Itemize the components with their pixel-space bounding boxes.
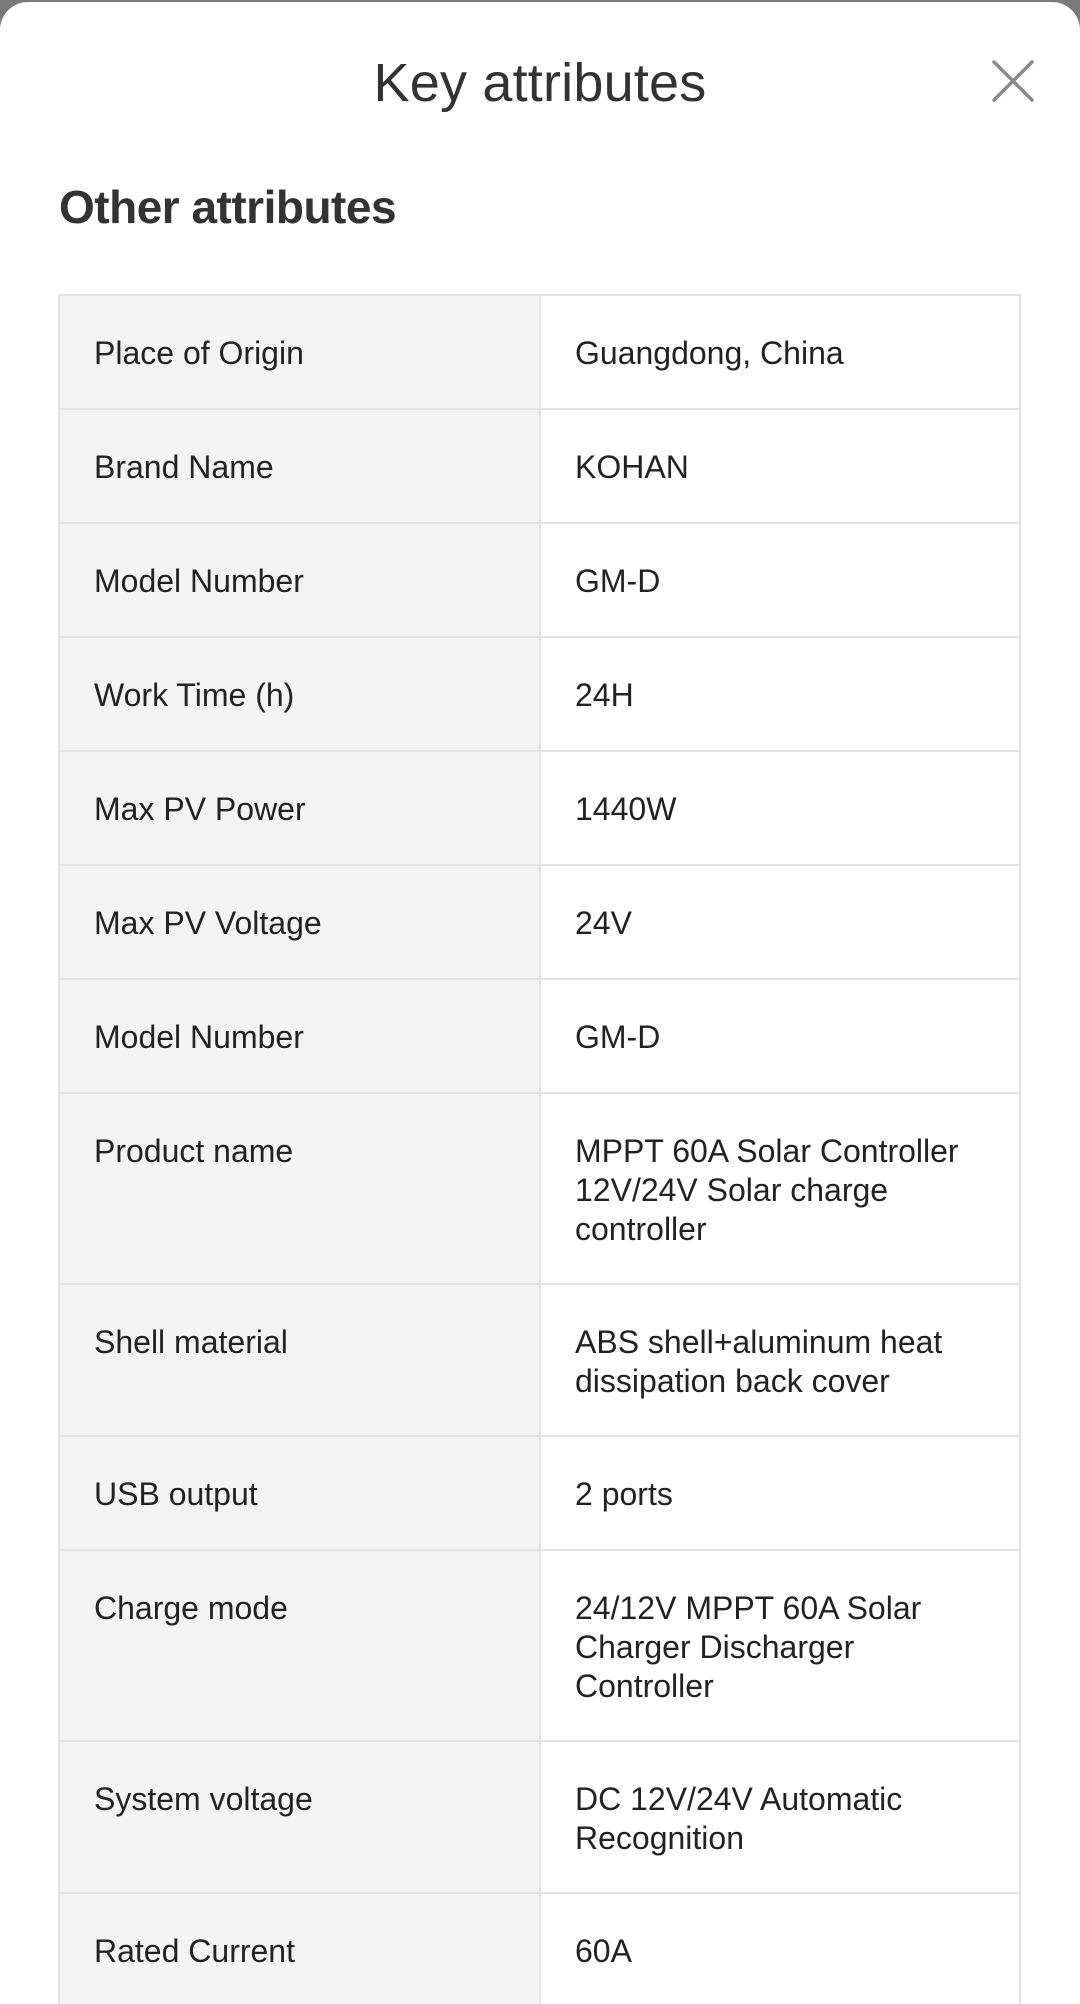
table-row (60, 866, 1019, 980)
attribute-key: Max PV Voltage (60, 866, 541, 978)
attribute-value: 24H (541, 638, 1019, 750)
attribute-key: Rated Current (60, 1894, 541, 2004)
table-row (60, 752, 1019, 866)
attribute-key: Product name (60, 1094, 541, 1283)
attribute-value: GM-D (541, 524, 1019, 636)
attribute-key: Place of Origin (60, 296, 541, 408)
attribute-key: Model Number (60, 980, 541, 1092)
attribute-key: Brand Name (60, 410, 541, 522)
attribute-value: Guangdong, China (541, 296, 1019, 408)
table-row (60, 980, 1019, 1094)
sheet-title: Key attributes (373, 53, 707, 113)
table-row (60, 296, 1019, 410)
attribute-key: Charge mode (60, 1551, 541, 1740)
attribute-key: USB output (60, 1437, 541, 1549)
attribute-value: 2 ports (541, 1437, 1019, 1549)
table-row (60, 1285, 1019, 1437)
attribute-value: DC 12V/24V Automatic Recognition (541, 1742, 1019, 1892)
attribute-key: Model Number (60, 524, 541, 636)
attributes-table (58, 294, 1021, 2004)
attribute-value: 24V (541, 866, 1019, 978)
attribute-key: System voltage (60, 1742, 541, 1892)
table-row (60, 410, 1019, 524)
attribute-value: KOHAN (541, 410, 1019, 522)
attribute-value: 1440W (541, 752, 1019, 864)
attribute-value: GM-D (541, 980, 1019, 1092)
attribute-key: Max PV Power (60, 752, 541, 864)
table-row (60, 638, 1019, 752)
sheet-header (0, 2, 1080, 162)
table-row (60, 1094, 1019, 1285)
key-attributes-sheet (0, 2, 1080, 2004)
attribute-value: 24/12V MPPT 60A Solar Charger Discharger Controller (541, 1551, 1019, 1740)
attribute-key: Work Time (h) (60, 638, 541, 750)
section-title: Other attributes (59, 181, 397, 233)
table-row (60, 524, 1019, 638)
close-icon[interactable] (988, 56, 1038, 106)
attribute-key: Shell material (60, 1285, 541, 1435)
table-row (60, 1551, 1019, 1742)
attribute-value: 60A (541, 1894, 1019, 2004)
table-row (60, 1437, 1019, 1551)
attribute-value: MPPT 60A Solar Controller 12V/24V Solar charge controller (541, 1094, 1019, 1283)
attribute-value: ABS shell+aluminum heat dissipation back cover (541, 1285, 1019, 1435)
table-row (60, 1742, 1019, 1894)
table-row (60, 1894, 1019, 2004)
